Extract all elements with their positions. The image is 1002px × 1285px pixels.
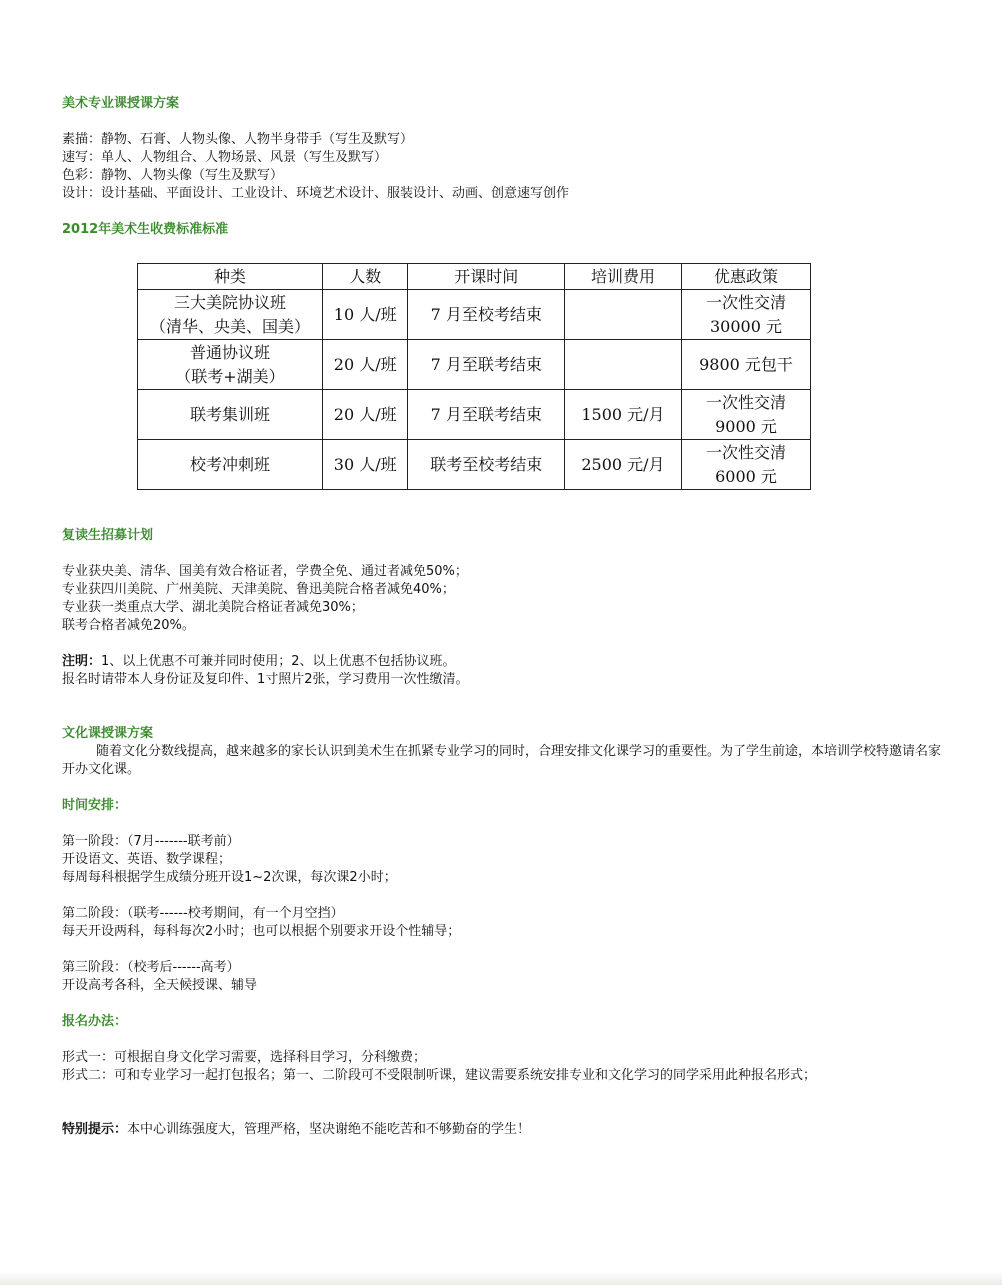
stage-3-line: 开设高考各科，全天候授课、辅导 <box>62 978 258 993</box>
note-block <box>62 653 962 689</box>
cell-fee <box>564 290 681 340</box>
stage-2-line: 每天开设两科，每科每次2小时；也可以根据个别要求开设个性辅导； <box>62 924 461 939</box>
tip-label: 特别提示： <box>62 1122 128 1137</box>
table-row <box>138 440 811 490</box>
cell-count: 20 人/班 <box>322 390 408 440</box>
art-line-quick-sketch: 速写：单人、人物组合、人物场景、风景（写生及默写） <box>62 150 388 165</box>
cell-type: 联考集训班 <box>138 390 323 440</box>
note-text: 1、以上优惠不可兼并同时使用；2、以上优惠不包括协议班。 <box>101 654 456 669</box>
art-course-heading: 美术专业课授课方案 <box>62 96 180 111</box>
note-line <box>62 653 962 671</box>
cell-count: 10 人/班 <box>322 290 408 340</box>
col-header-count: 人数 <box>322 264 408 290</box>
signup-option: 形式一：可根据自身文化学习需要，选择科目学习，分科缴费； <box>62 1050 427 1065</box>
signup-option: 形式二：可和专业学习一起打包报名；第一、二阶段可不受限制听课，建议需要系统安排专业和文化学习的同学采用此种报名形式； <box>62 1068 817 1083</box>
art-line-color: 色彩：静物、人物头像（写生及默写） <box>62 168 284 183</box>
fees-table <box>137 263 811 490</box>
cell-policy: 一次性交清 6000 元 <box>681 440 810 490</box>
discount-line: 专业获一类重点大学、湖北美院合格证者减免30%； <box>62 600 364 615</box>
art-line-design: 设计：设计基础、平面设计、工业设计、环境艺术设计、服装设计、动画、创意速写创作 <box>62 186 570 201</box>
cell-type: 三大美院协议班 （清华、央美、国美） <box>138 290 323 340</box>
cell-type: 普通协议班 （联考+湖美） <box>138 340 323 390</box>
col-header-fee: 培训费用 <box>564 264 681 290</box>
cell-time: 7 月至校考结束 <box>408 290 564 340</box>
schedule-heading: 时间安排： <box>62 798 128 813</box>
signup-heading: 报名办法： <box>62 1014 128 1029</box>
repeat-students-heading: 复读生招募计划 <box>62 528 154 543</box>
cell-policy: 一次性交清 9000 元 <box>681 390 810 440</box>
table-row <box>138 290 811 340</box>
cell-time: 7 月至联考结束 <box>408 390 564 440</box>
art-line-sketch: 素描：静物、石膏、人物头像、人物半身带手（写生及默写） <box>62 132 414 147</box>
repeat-students-list <box>62 563 962 635</box>
cell-time: 联考至校考结束 <box>408 440 564 490</box>
stage-1-line: 每周每科根据学生成绩分班开设1~2次课，每次课2小时； <box>62 870 397 885</box>
cell-count: 30 人/班 <box>322 440 408 490</box>
signup-list <box>62 1049 962 1085</box>
fees-heading: 2012年美术生收费标准标准 <box>62 222 229 237</box>
discount-line: 专业获央美、清华、国美有效合格证者，学费全免、通过者减免50%； <box>62 564 468 579</box>
stage-2-title: 第二阶段：（联考------校考期间，有一个月空挡） <box>62 906 344 921</box>
art-course-list <box>62 131 962 203</box>
col-header-policy: 优惠政策 <box>681 264 810 290</box>
cell-policy: 9800 元包干 <box>681 340 810 390</box>
cell-fee <box>564 340 681 390</box>
cell-time: 7 月至联考结束 <box>408 340 564 390</box>
tip-text: 本中心训练强度大，管理严格，坚决谢绝不能吃苦和不够勤奋的学生！ <box>127 1122 531 1137</box>
cell-count: 20 人/班 <box>322 340 408 390</box>
page-bottom-decoration <box>0 1271 1002 1285</box>
cell-policy: 一次性交清 30000 元 <box>681 290 810 340</box>
discount-line: 联考合格者减免20%。 <box>62 618 195 633</box>
culture-intro: 随着文化分数线提高，越来越多的家长认识到美术生在抓紧专业学习的同时，合理安排文化课学习的重要性。为了学生前途，本培训学校特邀请名家开办文化课。 <box>62 744 942 777</box>
col-header-type: 种类 <box>138 264 323 290</box>
discount-line: 专业获四川美院、广州美院、天津美院、鲁迅美院合格者减免40%； <box>62 582 455 597</box>
culture-heading: 文化课授课方案 <box>62 726 154 741</box>
col-header-time: 开课时间 <box>408 264 564 290</box>
cell-fee: 2500 元/月 <box>564 440 681 490</box>
table-row <box>138 390 811 440</box>
stage-1 <box>62 833 962 887</box>
stage-1-line: 开设语文、英语、数学课程； <box>62 852 232 867</box>
stage-1-title: 第一阶段：（7月-------联考前） <box>62 834 240 849</box>
note-label: 注明： <box>62 654 102 669</box>
special-tip <box>62 1121 962 1139</box>
stage-2 <box>62 905 962 941</box>
stage-3-title: 第三阶段：（校考后------高考） <box>62 960 240 975</box>
table-header-row <box>138 264 811 290</box>
stage-3 <box>62 959 962 995</box>
cell-fee: 1500 元/月 <box>564 390 681 440</box>
note-line-2: 报名时请带本人身份证及复印件、1寸照片2张，学习费用一次性缴清。 <box>62 672 469 687</box>
cell-type: 校考冲刺班 <box>138 440 323 490</box>
table-row <box>138 340 811 390</box>
